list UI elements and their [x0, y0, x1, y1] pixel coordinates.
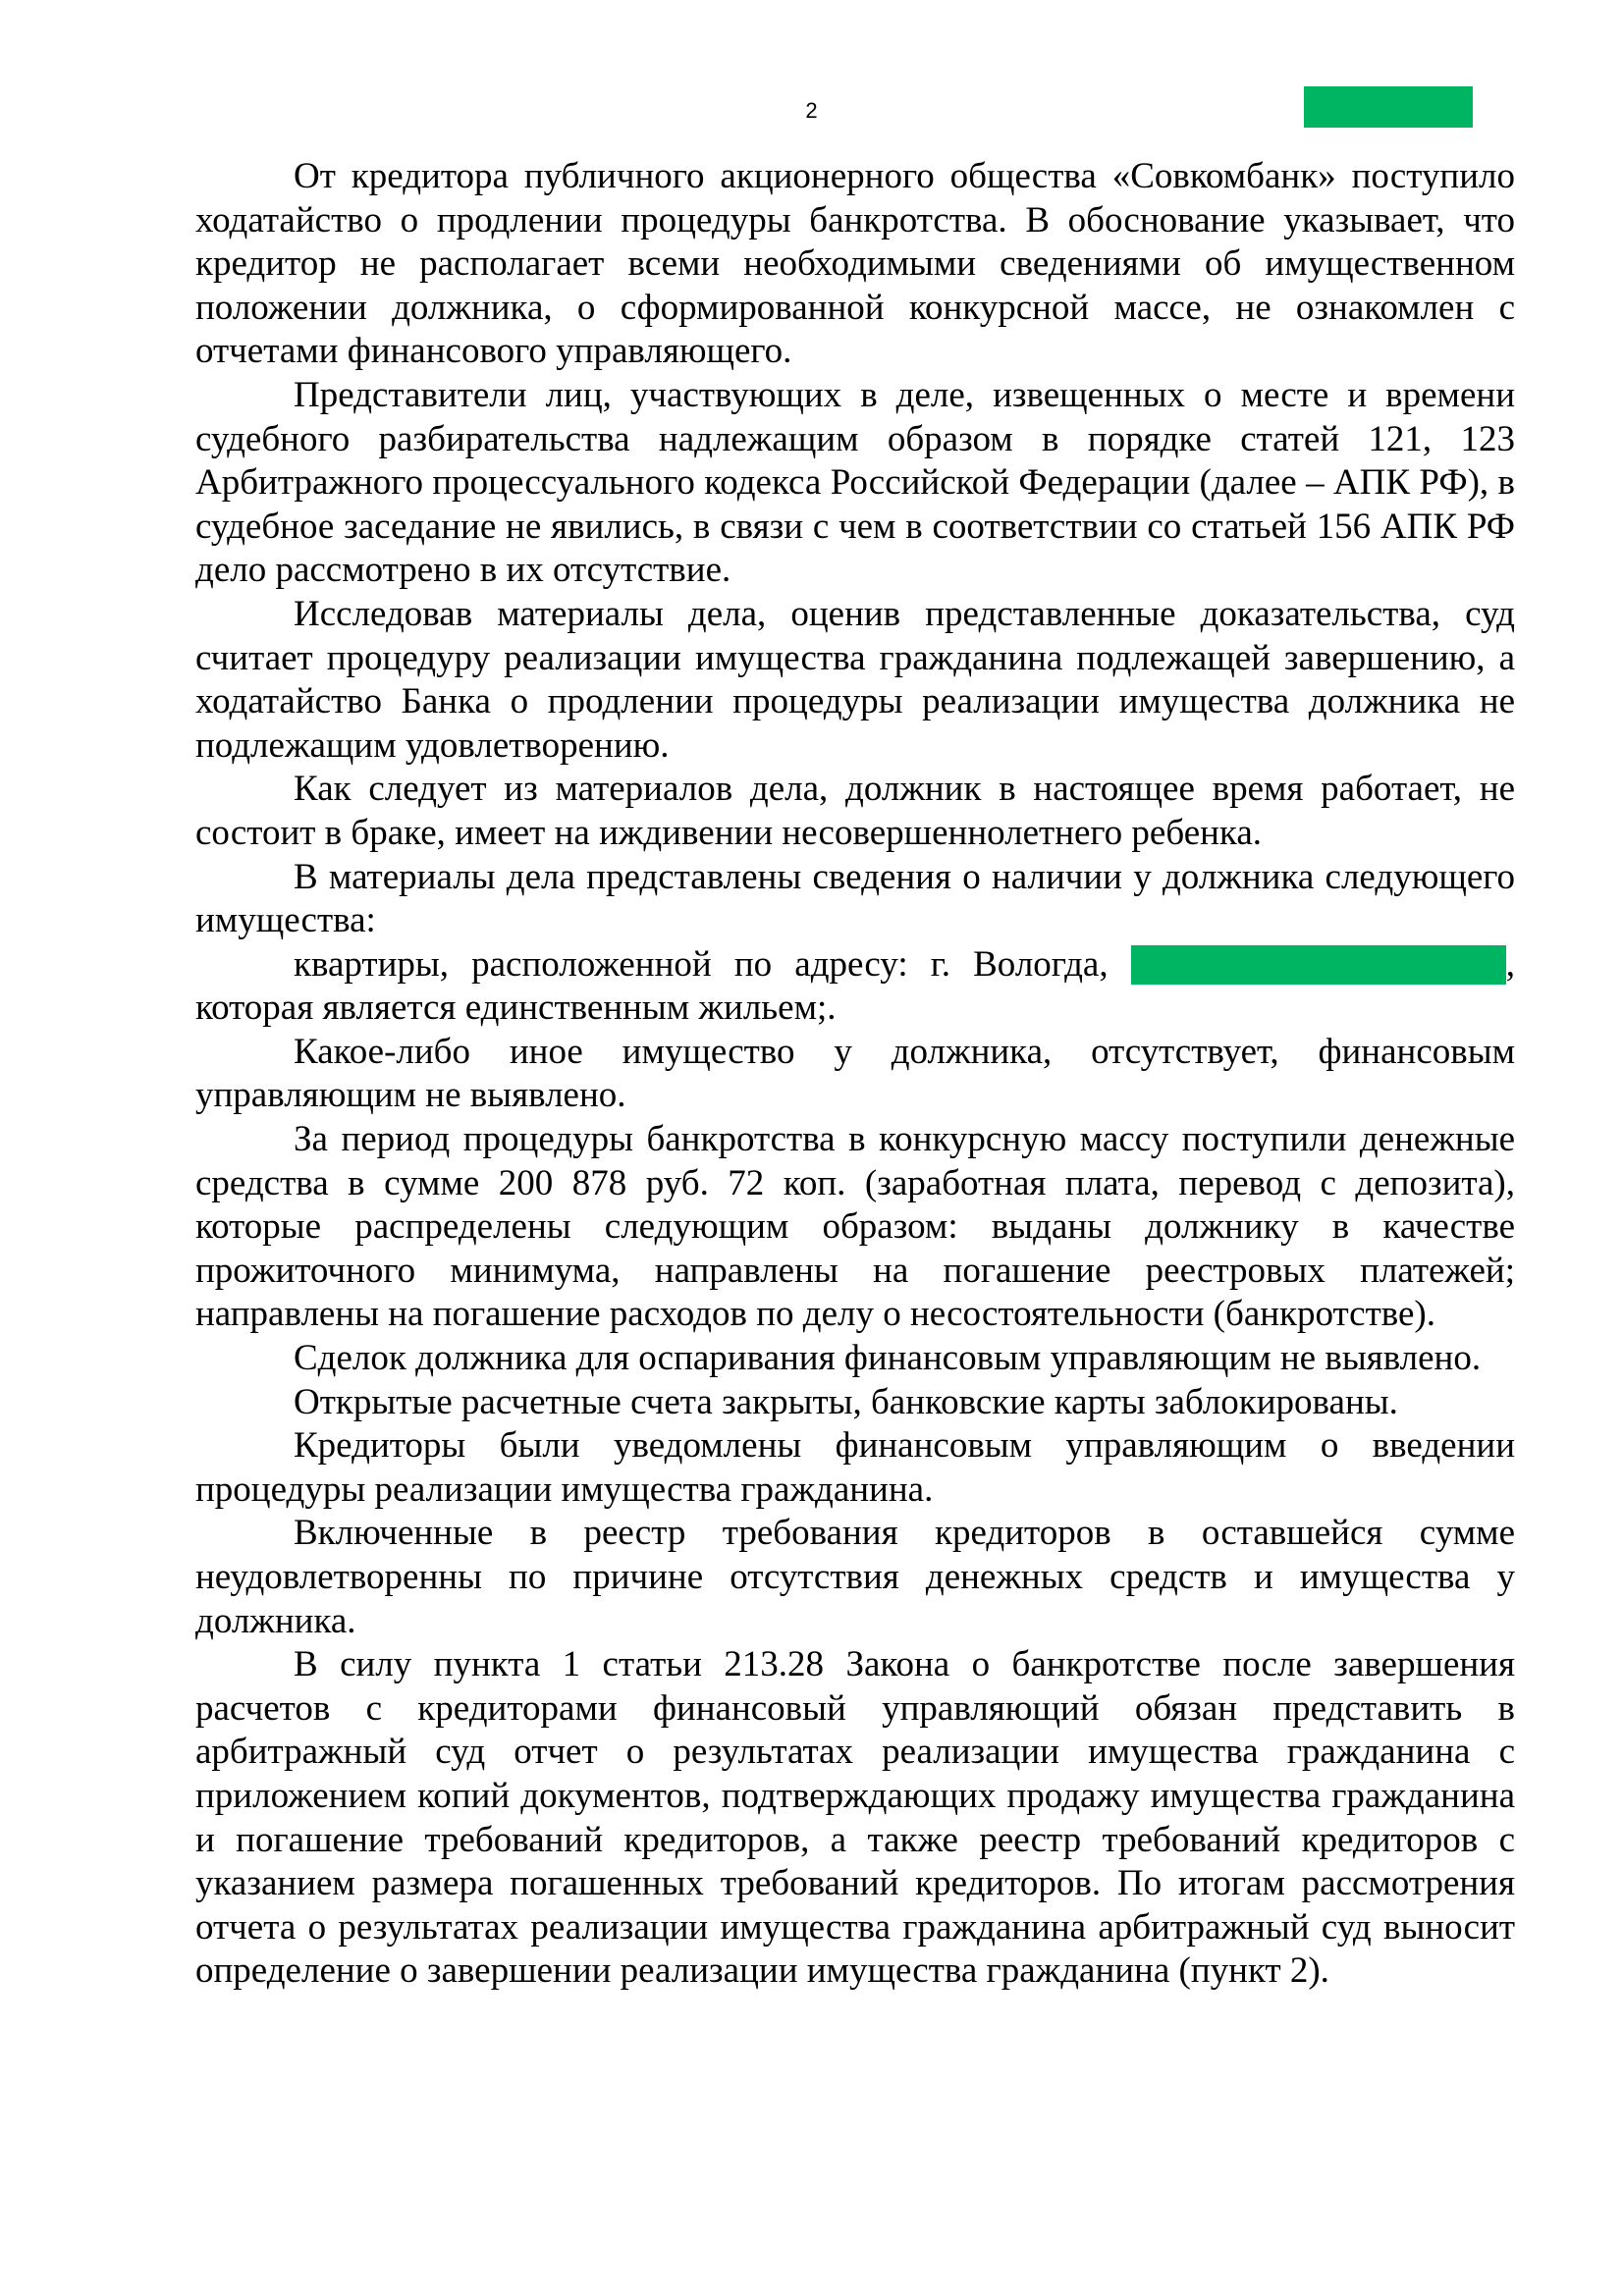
- page-number: 2: [805, 98, 818, 123]
- paragraph-1: От кредитора публичного акционерного общества «Совкомбанк» поступило ходатайство о продлении процедуры банкротства. В обоснование указывает, что кредитор не располагает всеми необходимыми сведениями об имущественном положении должника, о сформированной конкурсной массе, не ознакомлен с отчетами финансового управляющего.: [195, 156, 1515, 372]
- paragraph-4: Как следует из материалов дела, должник в настоящее время работает, не состоит в браке, имеет на иждивении несовершеннолетнего ребенка.: [195, 769, 1515, 853]
- address-text-after: , которая является единственным жильем;.: [195, 943, 1515, 1029]
- paragraph-address: [195, 943, 1515, 1031]
- paragraph-7: За период процедуры банкротства в конкурсную массу поступили денежные средства в сумме 200 878 руб. 72 коп. (заработная плата, перевод с депозита), которые распределены следующим образом: выданы должнику в качестве прожиточного минимума, направлены на погашение реестровых платежей; направлены на погашение расходов по делу о несостоятельности (банкротстве).: [195, 1119, 1515, 1335]
- paragraph-5: В материалы дела представлены сведения о наличии у должника следующего имущества:: [195, 856, 1515, 941]
- paragraph-3: Исследовав материалы дела, оценив представленные доказательства, суд считает процедуру реализации имущества гражданина подлежащей завершению, а ходатайство Банка о продлении процедуры реализации имущества должника не подлежащим удовлетворению.: [195, 593, 1515, 766]
- paragraph-2: Представители лиц, участвующих в деле, извещенных о месте и времени судебного разбирательства надлежащим образом в порядке статей 121, 123 Арбитражного процессуального кодекса Российской Федерации (далее – АПК РФ), в судебное заседание не явились, в связи с чем в соответствии со статьей 156 АПК РФ дело рассмотрено в их отсутствие.: [195, 374, 1515, 591]
- paragraph-11: Включенные в реестр требования кредиторов в оставшейся сумме неудовлетворенны по причине отсутствия денежных средств и имущества у должника.: [195, 1513, 1515, 1641]
- paragraph-12: В силу пункта 1 статьи 213.28 Закона о банкротстве после завершения расчетов с кредиторами финансовый управляющий обязан представить в арбитражный суд отчет о результатах реализации имущества гражданина с приложением копий документов, подтверждающих продажу имущества гражданина и погашение требований кредиторов, а также реестр требований кредиторов с указанием размера погашенных требований кредиторов. По итогам рассмотрения отчета о результатах реализации имущества гражданина арбитражный суд выносит определение о завершении реализации имущества гражданина (пункт 2).: [195, 1644, 1515, 1992]
- paragraph-6: Какое-либо иное имущество у должника, отсутствует, финансовым управляющим не выявлено.: [195, 1031, 1515, 1116]
- address-text-before: квартиры, расположенной по адресу: г. Вологда,: [294, 943, 1131, 985]
- redaction-block-header: [1304, 86, 1473, 128]
- paragraph-9: Открытые расчетные счета закрыты, банковские карты заблокированы.: [294, 1381, 1398, 1422]
- redaction-block-address: [1131, 945, 1506, 985]
- paragraph-10: Кредиторы были уведомлены финансовым управляющим о введении процедуры реализации имущества гражданина.: [195, 1425, 1515, 1510]
- paragraph-8: Сделок должника для оспаривания финансовым управляющим не выявлено.: [294, 1338, 1482, 1379]
- document-body: [195, 155, 1515, 1994]
